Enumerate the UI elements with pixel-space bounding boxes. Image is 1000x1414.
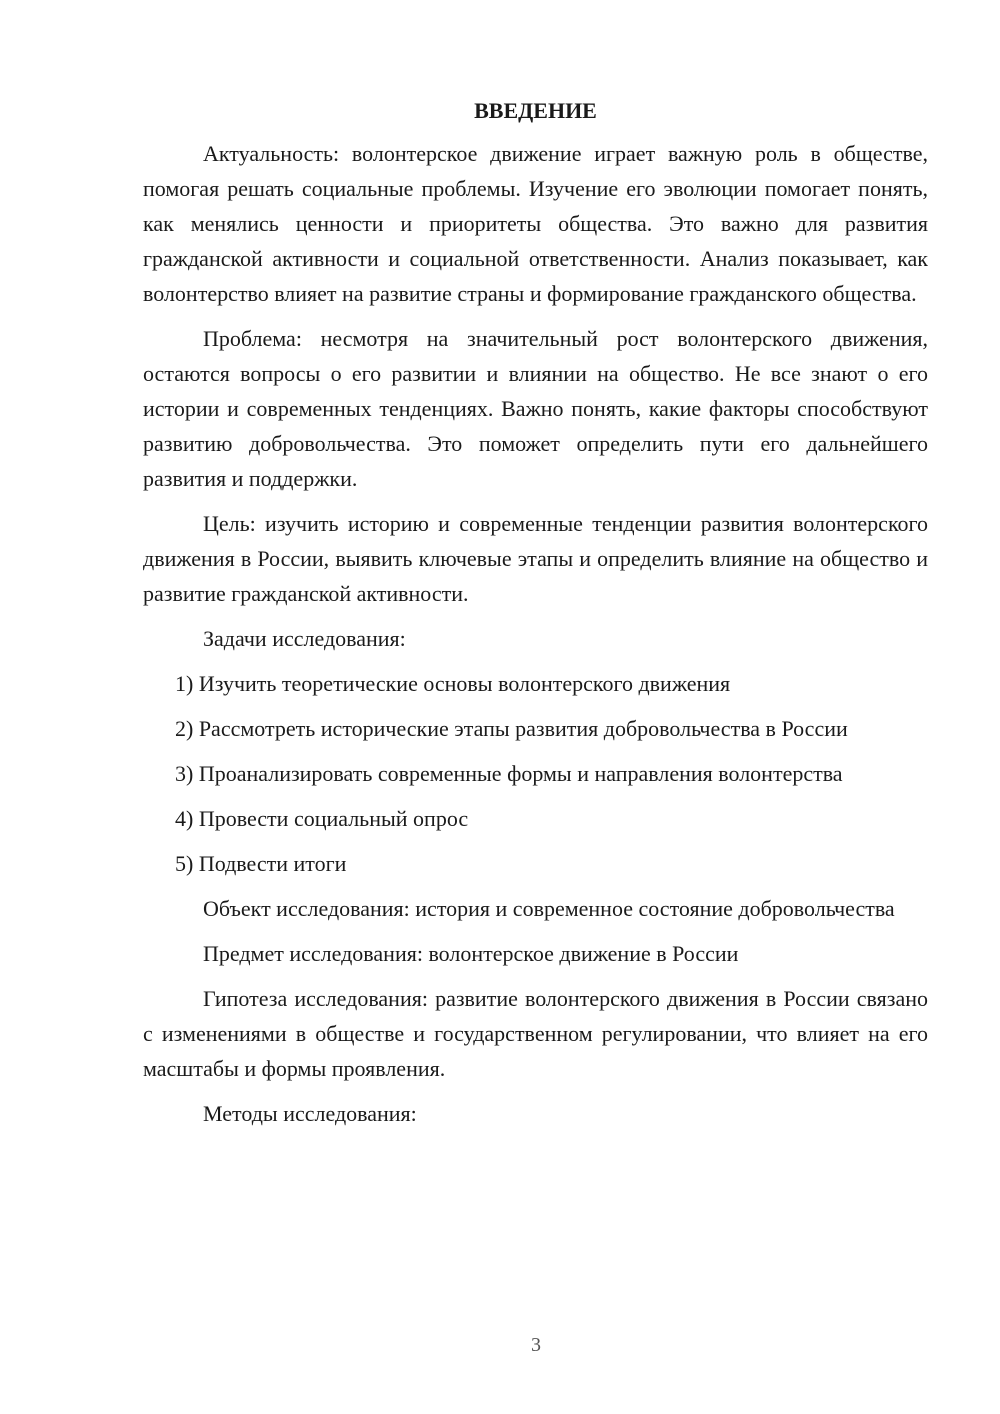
- page-number: 3: [531, 1334, 541, 1356]
- hypothesis-paragraph: Гипотеза исследования: развитие волонтерского движения в России связано с изменениями в обществе и государственном регулировании, что влияет на его масштабы и формы проявления.: [143, 986, 928, 1081]
- object-paragraph: Объект исследования: история и современное состояние добровольчества: [203, 896, 895, 921]
- methods-title: Методы исследования:: [203, 1101, 417, 1126]
- task-item-4: 4) Провести социальный опрос: [175, 806, 469, 831]
- subject-paragraph: Предмет исследования: волонтерское движение в России: [203, 941, 739, 966]
- goal-paragraph: Цель: изучить историю и современные тенденции развития волонтерского движения в России, выявить ключевые этапы и определить влияние на общество и развитие гражданской активности.: [143, 511, 928, 606]
- task-item-2: 2) Рассмотреть исторические этапы развития добровольчества в России: [175, 716, 848, 741]
- relevance-paragraph: Актуальность: волонтерское движение играет важную роль в обществе, помогая решать социальные проблемы. Изучение его эволюции помогает понять, как менялись ценности и приоритеты общества. Это важно для развития гражданской активности и социальной ответственности. Анализ показывает, как волонтерство влияет на развитие страны и формирование гражданского общества.: [143, 141, 928, 306]
- problem-paragraph: Проблема: несмотря на значительный рост волонтерского движения, остаются вопросы о его развитии и влиянии на общество. Не все знают о его истории и современных тенденциях. Важно понять, какие факторы способствуют развитию добровольчества. Это поможет определить пути его дальнейшего развития и поддержки.: [143, 326, 928, 491]
- task-item-5: 5) Подвести итоги: [175, 851, 347, 876]
- section-heading: ВВЕДЕНИЕ: [474, 98, 597, 123]
- page-content: [143, 96, 928, 1141]
- task-item-3: 3) Проанализировать современные формы и направления волонтерства: [175, 761, 843, 786]
- tasks-title: Задачи исследования:: [203, 626, 406, 651]
- task-item-1: 1) Изучить теоретические основы волонтерского движения: [175, 671, 731, 696]
